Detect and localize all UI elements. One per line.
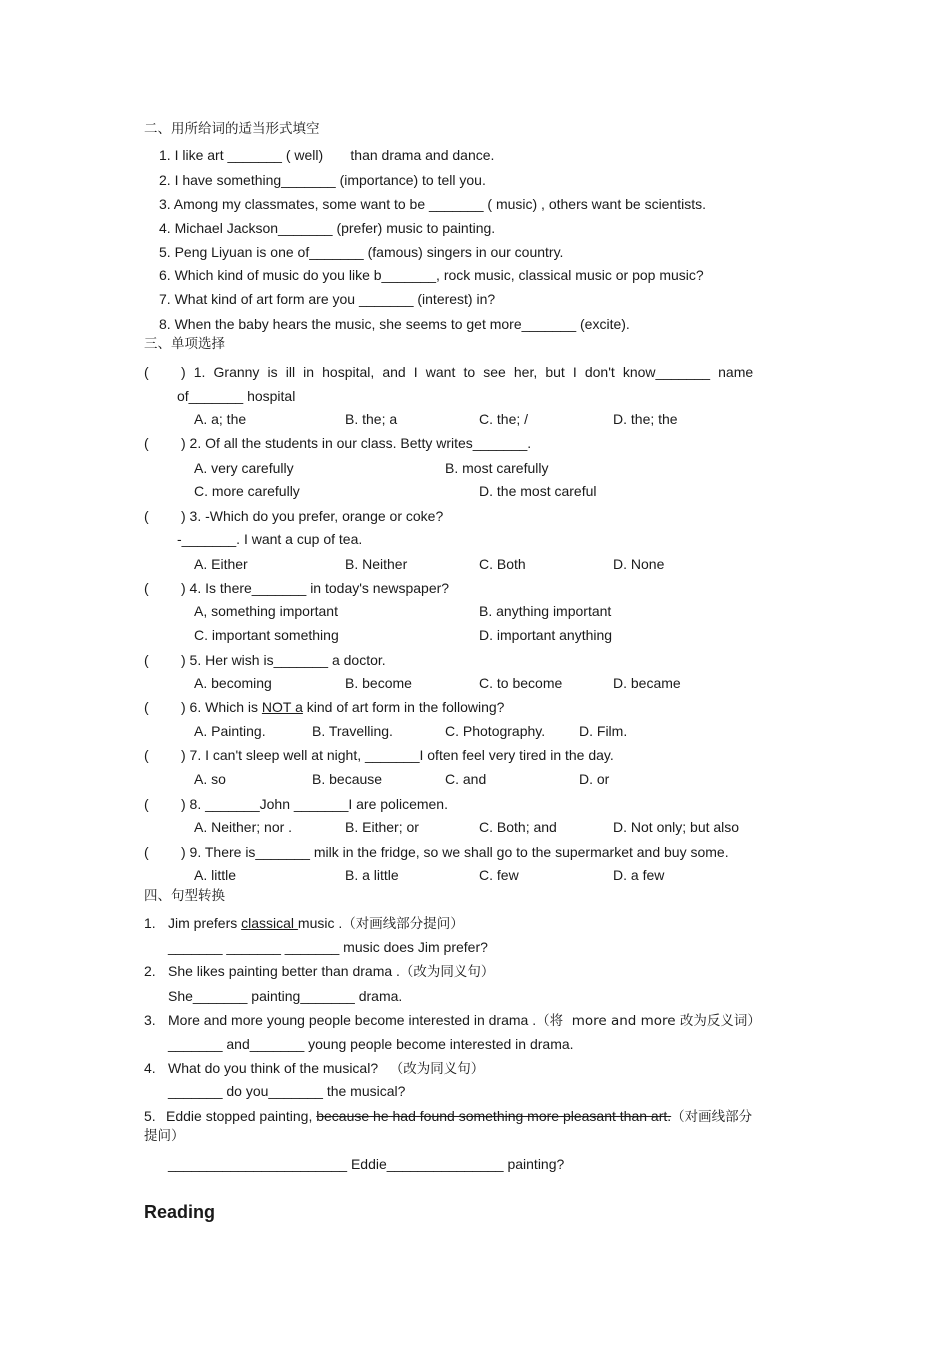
s3-answer: _______ and_______ young people become interested in drama. [168, 1036, 574, 1052]
q3-option-d: D. None [613, 556, 665, 572]
q8-option-a: A. Neither; nor . [194, 819, 293, 835]
s1-answer: _______ _______ _______ music does Jim prefer? [168, 939, 488, 955]
s2-answer: She_______ painting_______ drama. [168, 988, 403, 1004]
q8-paren: ( [144, 796, 149, 812]
q6-paren: ( [144, 699, 149, 715]
s5-sentence-marked: because he had found something more pleasant than art. [316, 1108, 672, 1124]
q3-stem: ) 3. -Which do you prefer, orange or coke? [181, 508, 444, 524]
s5-number: 5. [144, 1108, 156, 1124]
q5-option-d: D. became [613, 675, 681, 691]
s1-sentence-suffix: music . [297, 915, 343, 931]
q1-option-a: A. a; the [194, 411, 247, 427]
s4-sentence [168, 1059, 484, 1078]
q1-option-c: C. the; / [479, 411, 529, 427]
s4-number: 4. [144, 1060, 156, 1076]
s1-number: 1. [144, 915, 156, 931]
q1-option-b: B. the; a [345, 411, 398, 427]
fill-item-1: 1. I like art _______ ( well) than drama and dance. [159, 147, 495, 163]
s3-number: 3. [144, 1012, 156, 1028]
q4-option-d: D. important anything [479, 627, 613, 643]
q1-stem-continued: of_______ hospital [177, 388, 296, 404]
q6-option-b: B. Travelling. [312, 723, 393, 739]
q6-stem-prefix: ) 6. Which is [181, 699, 262, 715]
q8-option-d: D. Not only; but also [613, 819, 740, 835]
q9-stem: ) 9. There is_______ milk in the fridge, so we shall go to the supermarket and buy some. [181, 844, 729, 860]
q1-option-d: D. the; the [613, 411, 678, 427]
s1-sentence-prefix: Jim prefers [168, 915, 242, 931]
fill-item-3: 3. Among my classmates, some want to be _______ ( music) , others want be scientists. [159, 196, 707, 212]
q6-stem-suffix: kind of art form in the following? [302, 699, 505, 715]
q2-option-d: D. the most careful [479, 483, 597, 499]
s4-sentence-text: What do you think of the musical? [168, 1060, 379, 1076]
q3-stem-continued: -_______. I want a cup of tea. [177, 531, 363, 547]
fill-item-5: 5. Peng Liyuan is one of_______ (famous) singers in our country. [159, 244, 564, 260]
s3-instruction: （将 more and more 改为反义词） [536, 1013, 761, 1029]
s5-instruction: （对画线部分 [671, 1109, 753, 1125]
fill-item-7: 7. What kind of art form are you _______ (interest) in? [159, 291, 496, 307]
s5-sentence [166, 1107, 752, 1126]
s1-sentence [168, 914, 464, 933]
s3-sentence-text: More and more young people become interested in drama . [168, 1012, 537, 1028]
q4-option-a: A, something important [194, 603, 338, 619]
fill-item-2: 2. I have something_______ (importance) to tell you. [159, 172, 486, 188]
q9-option-c: C. few [479, 867, 519, 883]
s3-sentence [168, 1011, 761, 1030]
q6-option-c: C. Photography. [445, 723, 546, 739]
q3-option-c: C. Both [479, 556, 526, 572]
q9-paren: ( [144, 844, 149, 860]
q4-option-c: C. important something [194, 627, 339, 643]
q6-option-d: D. Film. [579, 723, 628, 739]
s2-instruction: （改为同义句） [399, 964, 495, 980]
q9-option-d: D. a few [613, 867, 665, 883]
s1-instruction: （对画线部分提问） [342, 916, 464, 932]
s5-instruction-continued: 提问） [144, 1128, 185, 1144]
q5-stem: ) 5. Her wish is_______ a doctor. [181, 652, 386, 668]
q6-option-a: A. Painting. [194, 723, 266, 739]
q8-stem: ) 8. _______John _______I are policemen. [181, 796, 448, 812]
q5-option-c: C. to become [479, 675, 563, 691]
q2-option-b: B. most carefully [445, 460, 549, 476]
fill-item-6: 6. Which kind of music do you like b_______, rock music, classical music or pop music? [159, 267, 704, 283]
section-2-title: 二、用所给词的适当形式填空 [144, 121, 320, 137]
q4-option-b: B. anything important [479, 603, 612, 619]
s2-sentence-text: She likes painting better than drama . [168, 963, 400, 979]
q5-option-b: B. become [345, 675, 412, 691]
q1-stem: ) 1. Granny is ill in hospital, and I want to see her, but I don't know_______ name [181, 364, 754, 380]
s4-instruction: （改为同义句） [389, 1061, 485, 1077]
fill-item-8: 8. When the baby hears the music, she seems to get more_______ (excite). [159, 316, 630, 332]
q6-stem-underlined: NOT a [261, 699, 303, 715]
q2-option-c: C. more carefully [194, 483, 300, 499]
section-4-title: 四、句型转换 [144, 888, 225, 904]
q3-paren: ( [144, 508, 149, 524]
q1-paren: ( [144, 364, 149, 380]
s2-number: 2. [144, 963, 156, 979]
s5-sentence-prefix: Eddie stopped painting, [166, 1108, 317, 1124]
q8-option-c: C. Both; and [479, 819, 557, 835]
s1-sentence-underlined: classical [241, 915, 298, 931]
fill-item-4: 4. Michael Jackson_______ (prefer) music to painting. [159, 220, 496, 236]
q7-option-b: B. because [312, 771, 383, 787]
q2-stem: ) 2. Of all the students in our class. Betty writes_______. [181, 435, 532, 451]
q7-stem: ) 7. I can't sleep well at night, _______I often feel very tired in the day. [181, 747, 614, 763]
s4-answer: _______ do you_______ the musical? [168, 1083, 406, 1099]
q8-option-b: B. Either; or [345, 819, 419, 835]
q5-option-a: A. becoming [194, 675, 272, 691]
q3-option-a: A. Either [194, 556, 248, 572]
q7-option-d: D. or [579, 771, 610, 787]
q4-stem: ) 4. Is there_______ in today's newspaper? [181, 580, 450, 596]
q2-paren: ( [144, 435, 149, 451]
q9-option-a: A. little [194, 867, 237, 883]
q6-stem [181, 698, 504, 716]
q3-option-b: B. Neither [345, 556, 408, 572]
q4-paren: ( [144, 580, 149, 596]
s5-answer: _______________________ Eddie_______________ painting? [168, 1156, 565, 1172]
q9-option-b: B. a little [345, 867, 399, 883]
s2-sentence [168, 962, 494, 981]
q5-paren: ( [144, 652, 149, 668]
section-3-title: 三、单项选择 [144, 336, 225, 352]
q7-option-a: A. so [194, 771, 226, 787]
q2-option-a: A. very carefully [194, 460, 294, 476]
q7-option-c: C. and [445, 771, 487, 787]
reading-heading: Reading [144, 1202, 216, 1222]
q7-paren: ( [144, 747, 149, 763]
